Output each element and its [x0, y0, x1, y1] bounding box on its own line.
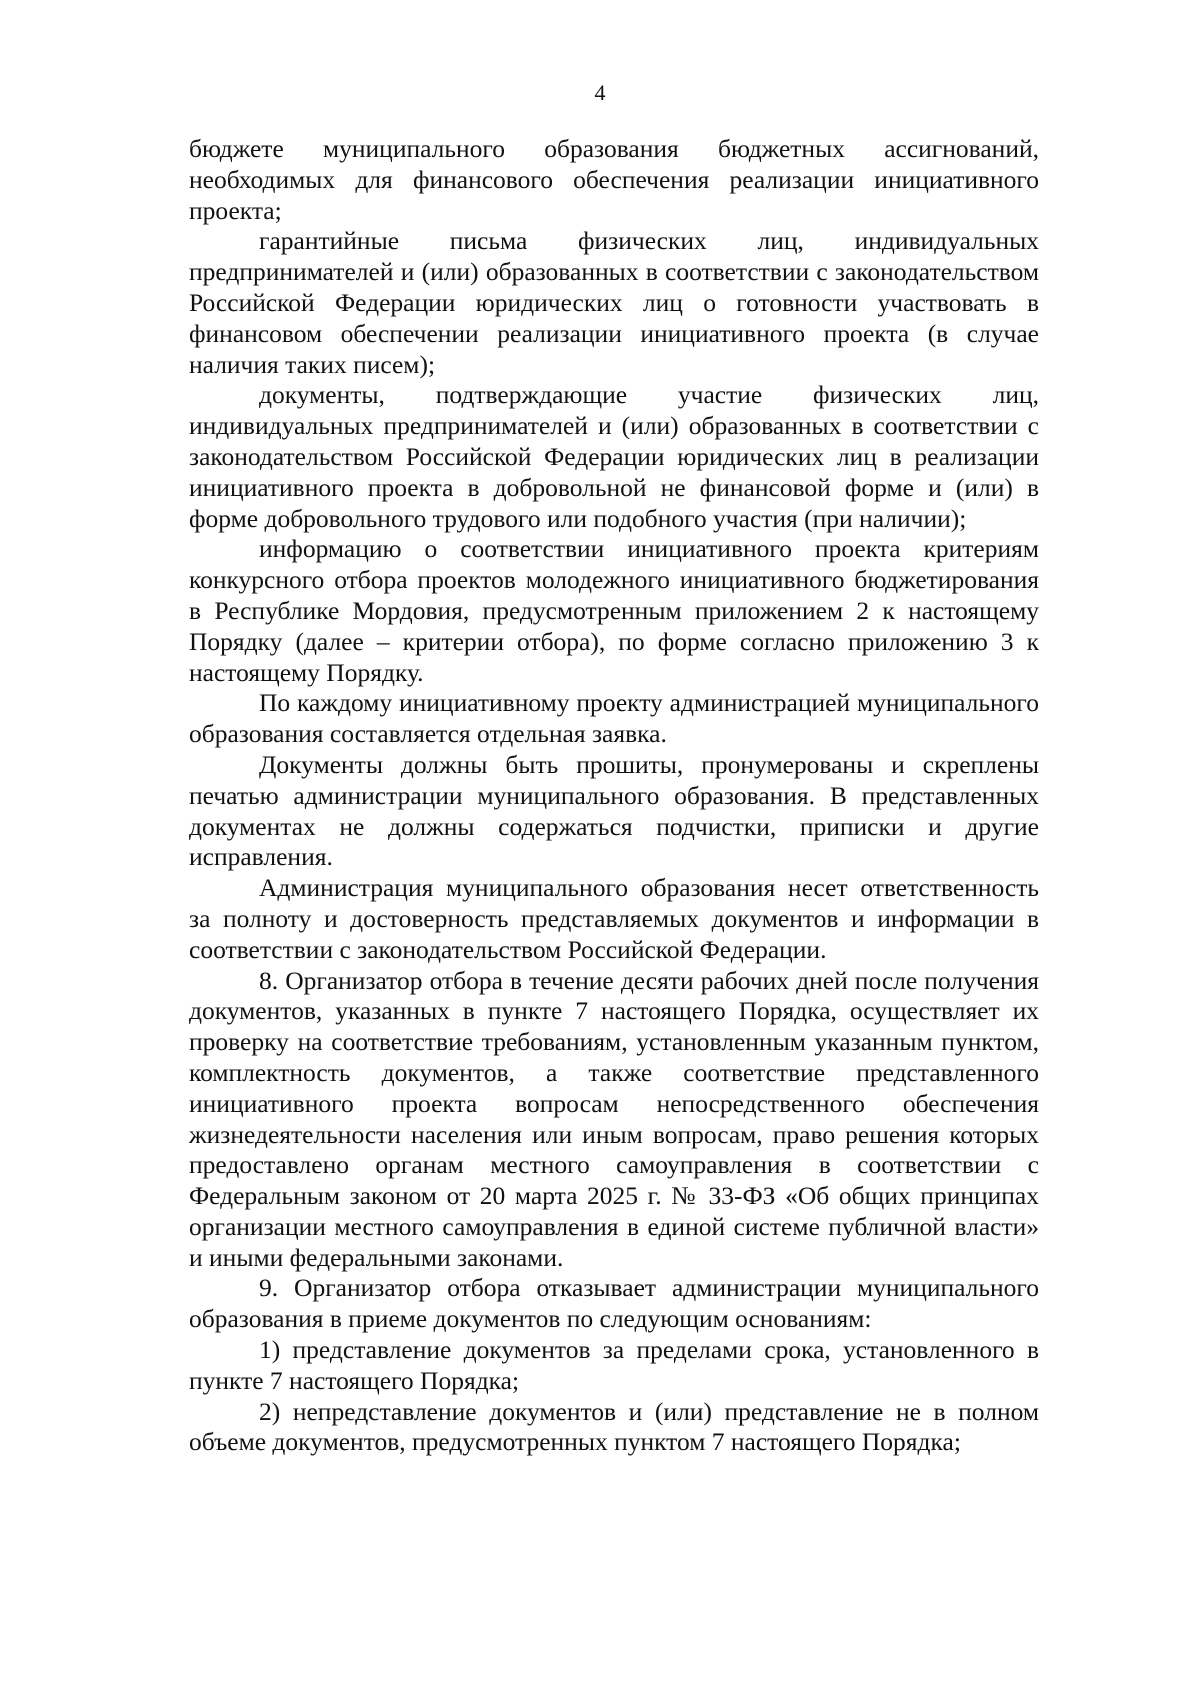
paragraph-item-8: 8. Организатор отбора в течение десяти рабочих дней после получения документов, указанных в пункте 7 настоящего Порядка, осуществляет их проверку на соответствие требованиям, установленным указанным пунктом, комплектность документов, а также соответствие представленного инициативного проекта вопросам непосредственного обеспечения жизнедеятельности населения или иным вопросам, право решения которых предоставлено органам местного самоуправления в соответствии с Федеральным законом от 20 марта 2025 г. № 33-ФЗ «Об общих принципах организации местного самоуправления в единой системе публичной власти» и иными федеральными законами.	[189, 965, 1039, 1272]
paragraph-participation-documents: документы, подтверждающие участие физических лиц, индивидуальных предпринимателей и (или) образованных в соответствии с законодательством Российской Федерации юридических лиц в реализации инициативного проекта в добровольной не финансовой форме и (или) в форме добровольного трудового или подобного участия (при наличии);	[189, 380, 1039, 533]
page-number: 4	[594, 80, 606, 105]
paragraph-document-binding: Документы должны быть прошиты, пронумерованы и скреплены печатью администрации муниципального образования. В представленных документах не должны содержаться подчистки, приписки и другие исправления.	[189, 749, 1039, 872]
paragraph-criteria-information: информацию о соответствии инициативного проекта критериям конкурсного отбора проектов молодежного инициативного бюджетирования в Республике Мордовия, предусмотренным приложением 2 к настоящему Порядку (далее – критерии отбора), по форме согласно приложению 3 к настоящему Порядку.	[189, 534, 1039, 687]
paragraph-ground-1: 1) представление документов за пределами срока, установленного в пункте 7 настоящего Порядка;	[189, 1335, 1039, 1395]
paragraph-separate-application: По каждому инициативному проекту администрацией муниципального образования составляется отдельная заявка.	[189, 688, 1039, 749]
paragraph-responsibility: Администрация муниципального образования несет ответственность за полноту и достоверность представляемых документов и информации в соответствии с законодательством Российской Федерации.	[189, 873, 1039, 964]
paragraph-budget-continuation: бюджете муниципального образования бюджетных ассигнований, необходимых для финансового обеспечения реализации инициативного проекта;	[189, 134, 1039, 225]
paragraph-ground-2: 2) непредставление документов и (или) представление не в полном объеме документов, предусмотренных пунктом 7 настоящего Порядка;	[189, 1396, 1039, 1457]
document-body	[189, 134, 1039, 1458]
paragraph-item-9: 9. Организатор отбора отказывает администрации муниципального образования в приеме документов по следующим основаниям:	[189, 1273, 1039, 1334]
paragraph-guarantee-letters: гарантийные письма физических лиц, индивидуальных предпринимателей и (или) образованных в соответствии с законодательством Российской Федерации юридических лиц о готовности участвовать в финансовом обеспечении реализации инициативного проекта (в случае наличия таких писем);	[189, 226, 1039, 379]
